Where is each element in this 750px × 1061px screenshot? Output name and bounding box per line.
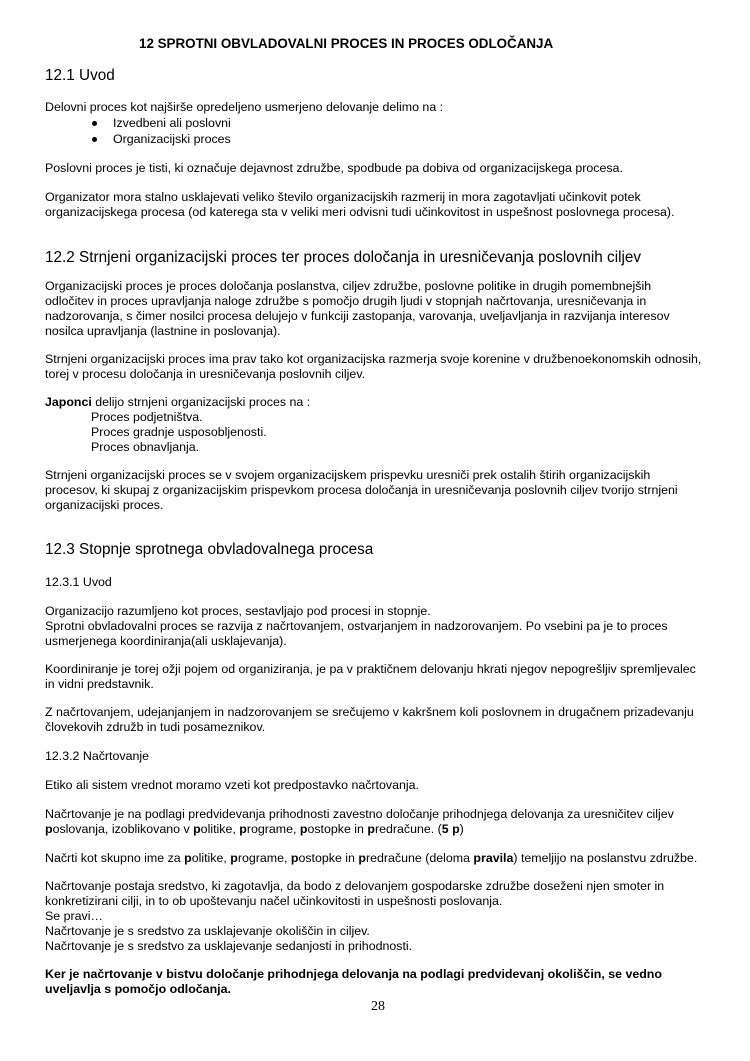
paragraph-line: Načrtovanje je s sredstvo za usklajevanje okoliščin in ciljev. [45,924,370,938]
paragraph [45,851,697,866]
emphasis: p [290,851,299,865]
page-number: 28 [371,999,385,1014]
text: redračune. ( [374,822,442,836]
paragraph-line: uveljavlja s pomočjo odločanja. [45,982,231,996]
paragraph-line: usmerjenega koordiniranja(ali usklajevanja). [45,634,287,648]
text: Načrti kot skupno ime za [45,851,185,865]
emphasis: p [45,822,53,836]
paragraph-line: organizacijski proces. [45,498,164,512]
paragraph-line: Strnjeni organizacijski proces ima prav tako kot organizacijska razmerja svoje korenine v družbenoekonomskih odnosih, [45,352,702,366]
text: delijo strnjeni organizacijski proces na : [91,395,311,409]
paragraph-line: torej v procesu določanja in uresničevanja poslovnih ciljev. [45,367,366,381]
paragraph: Poslovni proces je tisti, ki označuje dejavnost združbe, spodbude pa dobiva od organizacijskega procesa. [45,161,623,175]
list-item: Proces gradnje usposobljenosti. [91,425,267,439]
section-heading-12-1: 12.1 Uvod [45,67,115,84]
paragraph-line: nadzorovanja, s čimer nosilci procesa delujejo v funkciji zastopanja, varovanja, uveljavljanja in razvijanja interesov [45,309,670,323]
emphasis: p [239,822,247,836]
emphasis: 5 p [441,822,460,836]
emphasis: Japonci [45,395,92,409]
paragraph-line: Koordiniranje je torej ožji pojem od organiziranja, je pa v praktičnem delovanju hkrati njegov nepogrešljiv spremljevalec [45,662,696,676]
paragraph-line: Ker je načrtovanje v bistvu določanje prihodnjega delovanja na podlagi predvidevanj okoliščin, se vedno [45,967,662,981]
paragraph-line: in vidni predstavnik. [45,677,154,691]
emphasis: p [358,851,366,865]
paragraph-line: Načrtovanje postaja sredstvo, ki zagotavlja, da bodo z delovanjem gospodarske združbe doseženi njen smoter in [45,879,665,893]
paragraph-line: Načrtovanje je na podlagi predvidevanja prihodnosti zavestno določanje prihodnjega delovanja za uresničitev ciljev [45,807,674,821]
emphasis: p [299,822,308,836]
bullet-dot [92,121,97,126]
paragraph-line [45,822,464,837]
paragraph-line: odločitev in proces upravljanja naloge združbe s pomočjo drugih ljudi v stopnjah načrtovanja, uresničevanja in [45,294,647,308]
list-item: Organizacijski proces [113,132,231,146]
page-title: 12 SPROTNI OBVLADOVALNI PROCES IN PROCES ODLOČANJA [139,36,554,51]
list-item: Izvedbeni ali poslovni [113,116,231,130]
text: ostopke in [298,851,359,865]
paragraph-line: organizacijskega procesa (od katerega sta v veliki meri odvisni tudi učinkovitost in uspešnost poslovnega procesa). [45,205,675,219]
text: olitike, [191,851,231,865]
list-item: Proces obnavljanja. [91,440,200,454]
paragraph-line: nosilca upravljanja (lastnine in poslovanja). [45,324,281,338]
section-heading-12-3: 12.3 Stopnje sprotnega obvladovalnega procesa [45,541,374,558]
emphasis: p [193,822,201,836]
bullet-dot [92,137,97,142]
text: oslovanja, izoblikovano v [52,822,194,836]
paragraph: Delovni proces kot najširše opredeljeno usmerjeno delovanje delimo na : [45,100,444,114]
text: olitike, [200,822,240,836]
paragraph-line: procesov, ki skupaj z organizacijskim prispevkom procesa določanja in uresničevanja poslovnih ciljev tvorijo strnjeni [45,483,678,497]
emphasis: pravila [473,851,514,865]
list-item: Proces podjetništva. [91,410,203,424]
paragraph-line: Z načrtovanjem, udejanjanjem in nadzorovanjem se srečujemo v kakršnem koli poslovnem in drugačnem prizadevanju [45,705,694,719]
paragraph-line: Organizacijski proces je proces določanja poslanstva, ciljev združbe, poslovne politike in drugih pomembnejših [45,279,652,293]
text: ) temeljijo na poslanstvu združbe. [513,851,698,865]
paragraph-line: konkretizirani cilji, in to ob upoštevanju načel učinkovitosti in uspešnosti poslovanja. [45,894,503,908]
text: ) [459,822,464,836]
emphasis: p [184,851,192,865]
paragraph-line: Se pravi… [45,909,103,923]
text: ostopke in [307,822,368,836]
paragraph-line: človekovih združb in tudi posameznikov. [45,720,266,734]
text: redračune (deloma [365,851,474,865]
paragraph-line: Sprotni obvladovalni proces se razvija z načrtovanjem, ostvarjanjem in nadzorovanjem. Po vsebini pa je to proces [45,619,668,633]
paragraph: Etiko ali sistem vrednot moramo vzeti kot predpostavko načrtovanja. [45,778,419,792]
paragraph-line: Načrtovanje je s sredstvo za usklajevanje sedanjosti in prihodnosti. [45,939,413,953]
paragraph [45,395,310,410]
section-heading-12-2: 12.2 Strnjeni organizacijski proces ter proces določanja in uresničevanja poslovnih ciljev [45,249,642,266]
subsection-heading-12-3-2: 12.3.2 Načrtovanje [45,749,150,763]
text: rograme, [246,822,300,836]
emphasis: p [367,822,375,836]
text: rograme, [237,851,291,865]
subsection-heading-12-3-1: 12.3.1 Uvod [45,575,112,589]
paragraph-line: Organizator mora stalno usklajevati veliko število organizacijskih razmerij in mora zagotavljati učinkovit potek [45,190,641,204]
paragraph-line: Organizacijo razumljeno kot proces, sestavljajo pod procesi in stopnje. [45,604,431,618]
paragraph-line: Strnjeni organizacijski proces se v svojem organizacijskem prispevku uresniči prek ostalih štirih organizacijskih [45,468,651,482]
emphasis: p [230,851,238,865]
